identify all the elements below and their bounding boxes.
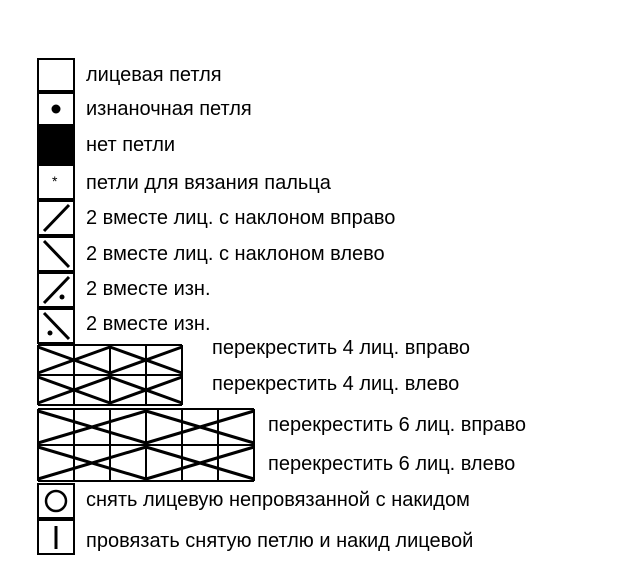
slash-left-dot-icon [38,309,74,343]
legend-label-knit-slipped: провязать снятую петлю и накид лицевой [86,530,474,552]
legend-label-p2tog-a: 2 вместе изн. [86,278,211,300]
circle-icon [38,484,74,518]
legend-label-slip-yo: снять лицевую непровязанной с накидом [86,489,470,511]
asterisk-icon [38,165,74,199]
legend-label-cross4-right: перекрестить 4 лиц. вправо [212,337,470,359]
legend-label-k2tog-right: 2 вместе лиц. с наклоном вправо [86,207,396,229]
legend-label-p2tog-b: 2 вместе изн. [86,313,211,335]
dot-icon [38,93,74,125]
legend-label-cross4-left: перекрестить 4 лиц. влево [212,373,460,395]
slash-left-icon [38,237,74,271]
filled-square-icon [38,127,74,163]
svg-text:*: * [52,173,58,189]
legend-label-finger: петли для вязания пальца [86,172,331,194]
vertical-bar-icon [38,520,74,554]
slash-right-icon [38,201,74,235]
legend-label-k2tog-left: 2 вместе лиц. с наклоном влево [86,243,385,265]
legend-label-no-stitch: нет петли [86,134,176,156]
empty-square-icon [38,59,74,91]
slash-right-dot-icon [38,273,74,307]
legend-label-cross6-right: перекрестить 6 лиц. вправо [268,414,526,436]
legend-label-purl: изнаночная петля [86,98,252,120]
legend-label-knit: лицевая петля [86,64,222,86]
legend-label-cross6-left: перекрестить 6 лиц. влево [268,453,516,475]
